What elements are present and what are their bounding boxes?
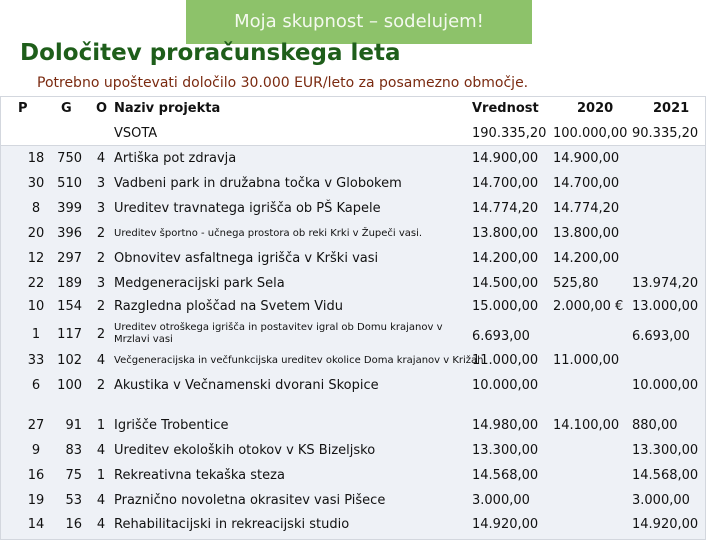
- cell-name: Ureditev ekoloških otokov v KS Bizeljsko: [114, 443, 376, 458]
- cell-p: 8: [31, 201, 41, 216]
- cell-o: 3: [96, 201, 106, 216]
- cell-o: 3: [96, 176, 106, 191]
- total-2021: 90.335,20: [632, 126, 699, 141]
- cell-2021: 880,00: [632, 418, 678, 433]
- cell-o: 2: [96, 327, 106, 342]
- cell-o: 3: [96, 276, 106, 291]
- col-g: G: [61, 101, 72, 116]
- cell-2021: 13.974,20: [632, 276, 699, 291]
- cell-value: 14.500,00: [472, 276, 539, 291]
- cell-g: 75: [65, 468, 82, 483]
- cell-value: 10.000,00: [472, 378, 539, 393]
- cell-o: 2: [96, 378, 106, 393]
- cell-name: Rehabilitacijski in rekreacijski studio: [114, 517, 350, 532]
- cell-2020: 14.700,00: [553, 176, 620, 191]
- cell-g: 510: [57, 176, 82, 191]
- cell-o: 4: [96, 151, 106, 166]
- cell-2020: 14.100,00: [553, 418, 620, 433]
- cell-p: 20: [27, 226, 45, 241]
- cell-p: 1: [31, 327, 41, 342]
- cell-name: Ureditev otroškega igrišča in postavitev igral ob Domu krajanov v Mrzlavi vasi: [114, 322, 443, 345]
- cell-p: 18: [27, 151, 45, 166]
- cell-p: 22: [27, 276, 45, 291]
- cell-2021: 3.000,00: [632, 493, 690, 508]
- cell-p: 19: [27, 493, 45, 508]
- cell-name: Igrišče Trobentice: [114, 418, 229, 433]
- cell-name: Rekreativna tekaška steza: [114, 468, 285, 483]
- cell-2021: 13.300,00: [632, 443, 699, 458]
- cell-2020: 2.000,00 €: [553, 299, 624, 314]
- cell-g: 399: [57, 201, 82, 216]
- total-value: 190.335,20: [472, 126, 547, 141]
- cell-o: 1: [96, 418, 106, 433]
- cell-name: Artiška pot zdravja: [114, 151, 237, 166]
- cell-2020: 525,80: [553, 276, 599, 291]
- cell-g: 189: [57, 276, 82, 291]
- cell-g: 102: [57, 353, 82, 368]
- cell-g: 154: [57, 299, 82, 314]
- cell-value: 11.000,00: [472, 353, 539, 368]
- cell-p: 10: [27, 299, 45, 314]
- banner: Moja skupnost – sodelujem!: [186, 0, 532, 44]
- cell-value: 14.700,00: [472, 176, 539, 191]
- cell-2021: 6.693,00: [632, 329, 690, 344]
- cell-g: 83: [65, 443, 82, 458]
- cell-g: 117: [57, 327, 82, 342]
- cell-g: 53: [65, 493, 82, 508]
- cell-name: Ureditev travnatega igrišča ob PŠ Kapele: [114, 201, 381, 216]
- page-title: Določitev proračunskega leta: [20, 40, 401, 66]
- page-subtitle: Potrebno upoštevati določilo 30.000 EUR/leto za posamezno območje.: [37, 75, 529, 91]
- cell-o: 4: [96, 493, 106, 508]
- cell-name: Ureditev športno - učnega prostora ob reki Krki v Župeči vasi.: [114, 228, 423, 239]
- cell-name: Obnovitev asfaltnega igrišča v Krški vasi: [114, 251, 379, 266]
- cell-p: 16: [27, 468, 45, 483]
- cell-o: 2: [96, 226, 106, 241]
- cell-g: 396: [57, 226, 82, 241]
- cell-p: 14: [27, 517, 45, 532]
- cell-name: Večgeneracijska in večfunkcijska ureditev okolice Doma krajanov v Križah: [114, 355, 484, 366]
- cell-p: 27: [27, 418, 45, 433]
- cell-value: 13.800,00: [472, 226, 539, 241]
- cell-2021: 14.568,00: [632, 468, 699, 483]
- cell-g: 91: [65, 418, 82, 433]
- cell-value: 3.000,00: [472, 493, 530, 508]
- cell-p: 12: [27, 251, 45, 266]
- cell-value: 14.900,00: [472, 151, 539, 166]
- cell-p: 30: [27, 176, 45, 191]
- cell-2020: 14.200,00: [553, 251, 620, 266]
- cell-p: 6: [31, 378, 41, 393]
- col-2021: 2021: [653, 101, 690, 116]
- col-o: O: [96, 101, 108, 116]
- col-value: Vrednost: [472, 101, 539, 116]
- cell-name: Akustika v Večnamenski dvorani Skopice: [114, 378, 379, 393]
- cell-o: 2: [96, 299, 106, 314]
- cell-o: 2: [96, 251, 106, 266]
- cell-2020: 14.774,20: [553, 201, 620, 216]
- cell-o: 4: [96, 517, 106, 532]
- cell-g: 16: [65, 517, 82, 532]
- cell-value: 14.200,00: [472, 251, 539, 266]
- cell-o: 4: [96, 353, 106, 368]
- cell-p: 33: [27, 353, 45, 368]
- cell-2020: 14.900,00: [553, 151, 620, 166]
- cell-2020: 11.000,00: [553, 353, 620, 368]
- cell-2021: 13.000,00: [632, 299, 699, 314]
- cell-o: 4: [96, 443, 106, 458]
- cell-g: 100: [57, 378, 82, 393]
- cell-g: 750: [57, 151, 82, 166]
- cell-value: 15.000,00: [472, 299, 539, 314]
- cell-name: Vadbeni park in družabna točka v Globokem: [114, 176, 402, 191]
- cell-2020: 13.800,00: [553, 226, 620, 241]
- cell-value: 13.300,00: [472, 443, 539, 458]
- cell-value: 14.920,00: [472, 517, 539, 532]
- cell-o: 1: [96, 468, 106, 483]
- cell-value: 14.980,00: [472, 418, 539, 433]
- total-2020: 100.000,00: [553, 126, 628, 141]
- cell-name: Medgeneracijski park Sela: [114, 276, 285, 291]
- cell-value: 14.568,00: [472, 468, 539, 483]
- total-label: VSOTA: [114, 126, 158, 141]
- col-name: Naziv projekta: [114, 101, 221, 116]
- cell-2021: 14.920,00: [632, 517, 699, 532]
- cell-name: Praznično novoletna okrasitev vasi Pišece: [114, 493, 386, 508]
- cell-value: 6.693,00: [472, 329, 530, 344]
- cell-g: 297: [57, 251, 82, 266]
- col-p: P: [18, 101, 28, 116]
- cell-name: Razgledna ploščad na Svetem Vidu: [114, 299, 343, 314]
- cell-p: 9: [31, 443, 41, 458]
- cell-2021: 10.000,00: [632, 378, 699, 393]
- cell-value: 14.774,20: [472, 201, 539, 216]
- col-2020: 2020: [577, 101, 614, 116]
